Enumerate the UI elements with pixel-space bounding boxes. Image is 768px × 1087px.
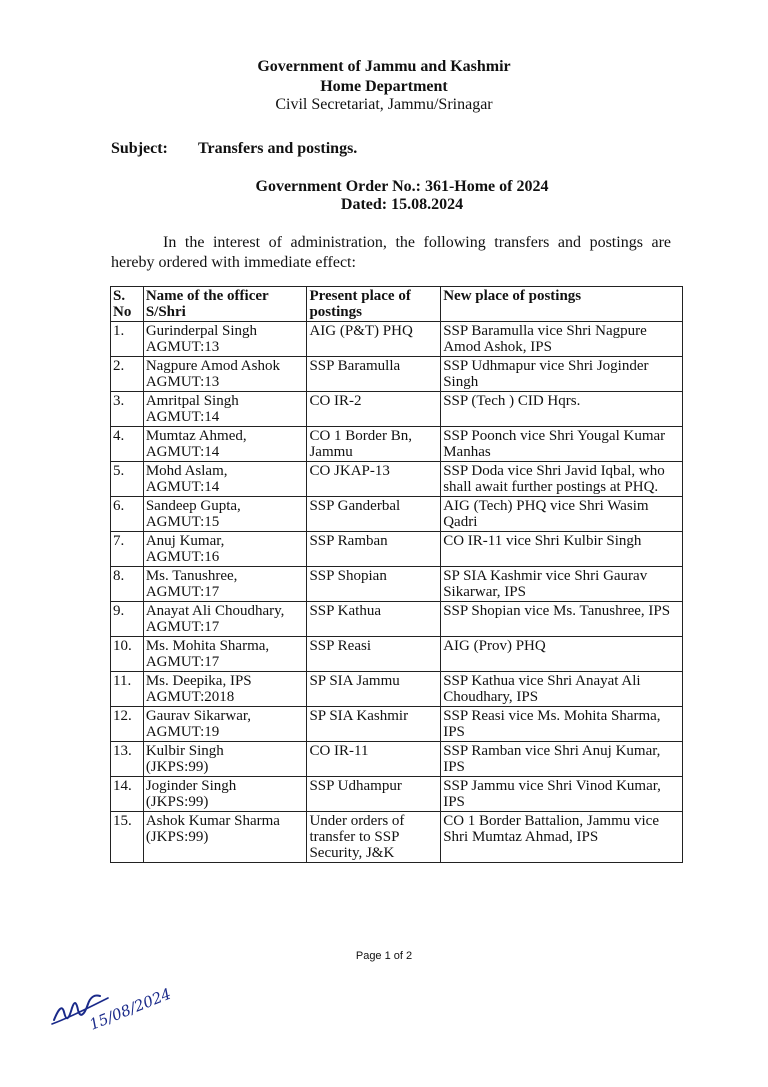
header-name: Name of the officer S/Shri [143, 287, 307, 322]
cell-sno [111, 392, 144, 427]
cell-name: Anayat Ali Choudhary, [145, 603, 285, 619]
table-row [111, 707, 683, 742]
cell-present-posting [307, 812, 441, 863]
cell-sno: 11. [113, 673, 132, 689]
cell-new-posting [441, 532, 683, 567]
cell-sno: 14. [113, 778, 132, 794]
cell-present: CO IR-2 [309, 393, 362, 409]
cell-present: SSP Udhampur [309, 778, 402, 794]
cell-officer [143, 602, 307, 637]
cell-cadre: AGMUT:19 [145, 724, 220, 740]
cell-name: Anuj Kumar, [145, 533, 225, 549]
cell-new-posting [441, 672, 683, 707]
cell-new: SSP Ramban vice Shri Anuj Kumar, IPS [443, 743, 661, 775]
cell-officer [143, 742, 307, 777]
cell-name: Ms. Deepika, IPS [145, 673, 252, 689]
cell-name: Joginder Singh [145, 778, 237, 794]
table-row [111, 532, 683, 567]
cell-new-posting [441, 637, 683, 672]
cell-sno [111, 357, 144, 392]
cell-present-posting [307, 602, 441, 637]
header-sno: S. No [111, 287, 144, 322]
cell-cadre: AGMUT:14 [145, 409, 220, 425]
cell-officer [143, 532, 307, 567]
cell-present: Under orders of transfer to SSP Security, J&K [309, 813, 405, 861]
cell-present-posting [307, 322, 441, 357]
cell-new-posting [441, 742, 683, 777]
cell-sno [111, 462, 144, 497]
cell-cadre: AGMUT:15 [145, 514, 220, 530]
table-row [111, 742, 683, 777]
table-row [111, 812, 683, 863]
cell-new-posting [441, 777, 683, 812]
cell-sno: 4. [113, 428, 125, 444]
cell-new-posting [441, 602, 683, 637]
cell-name: Mumtaz Ahmed, [145, 428, 247, 444]
cell-new-posting [441, 462, 683, 497]
cell-new-posting [441, 357, 683, 392]
subject-line [111, 140, 357, 158]
intro-paragraph: In the interest of administration, the following transfers and postings are hereby ordered with immediate effect: [111, 234, 671, 271]
cell-officer [143, 567, 307, 602]
cell-sno: 1. [113, 323, 125, 339]
cell-sno: 2. [113, 358, 125, 374]
cell-new-posting [441, 567, 683, 602]
cell-new-posting [441, 812, 683, 863]
cell-new: AIG (Prov) PHQ [443, 638, 546, 654]
cell-present: SSP Kathua [309, 603, 381, 619]
cell-cadre: AGMUT:14 [145, 479, 220, 495]
cell-present: AIG (P&T) PHQ [309, 323, 413, 339]
cell-sno [111, 707, 144, 742]
cell-present: CO 1 Border Bn, Jammu [309, 428, 412, 460]
cell-officer [143, 812, 307, 863]
transfers-table [110, 286, 683, 863]
cell-officer [143, 392, 307, 427]
table-row [111, 322, 683, 357]
cell-new: SSP Shopian vice Ms. Tanushree, IPS [443, 603, 671, 619]
table-row [111, 567, 683, 602]
cell-cadre: AGMUT:14 [145, 444, 220, 460]
header-government: Government of Jammu and Kashmir [257, 58, 511, 75]
cell-sno [111, 812, 144, 863]
table-row [111, 637, 683, 672]
cell-present: CO IR-11 [309, 743, 369, 759]
cell-cadre: (JKPS:99) [145, 759, 209, 775]
cell-officer [143, 672, 307, 707]
cell-name: Gaurav Sikarwar, [145, 708, 252, 724]
cell-present-posting [307, 672, 441, 707]
cell-sno: 15. [113, 813, 132, 829]
cell-new: SSP Kathua vice Shri Anayat Ali Choudhary, IPS [443, 673, 641, 705]
cell-name: Nagpure Amod Ashok [145, 358, 280, 374]
order-date: Dated: 15.08.2024 [340, 196, 464, 213]
cell-new: AIG (Tech) PHQ vice Shri Wasim Qadri [443, 498, 649, 530]
cell-officer [143, 357, 307, 392]
header-secretariat: Civil Secretariat, Jammu/Srinagar [275, 96, 493, 113]
cell-sno: 10. [113, 638, 132, 654]
table-row [111, 462, 683, 497]
cell-officer [143, 462, 307, 497]
cell-officer [143, 707, 307, 742]
cell-sno: 12. [113, 708, 132, 724]
cell-new-posting [441, 497, 683, 532]
cell-new: CO 1 Border Battalion, Jammu vice Shri Mumtaz Ahmad, IPS [443, 813, 659, 845]
cell-present: SP SIA Jammu [309, 673, 400, 689]
cell-new: SSP Doda vice Shri Javid Iqbal, who shall await further postings at PHQ. [443, 463, 665, 495]
cell-name: Sandeep Gupta, [145, 498, 241, 514]
cell-new: SSP Reasi vice Ms. Mohita Sharma, IPS [443, 708, 661, 740]
cell-cadre: AGMUT:16 [145, 549, 220, 565]
table-row [111, 392, 683, 427]
cell-new-posting [441, 427, 683, 462]
table-row [111, 777, 683, 812]
table-row [111, 357, 683, 392]
cell-new: SSP Jammu vice Shri Vinod Kumar, IPS [443, 778, 661, 810]
order-number: Government Order No.: 361-Home of 2024 [255, 178, 549, 195]
subject-label: Subject: [111, 140, 168, 157]
header-new: New place of postings [441, 287, 683, 322]
cell-present: SSP Shopian [309, 568, 387, 584]
cell-new-posting [441, 322, 683, 357]
table-header-row [111, 287, 683, 322]
cell-sno [111, 672, 144, 707]
cell-sno: 3. [113, 393, 125, 409]
cell-new: SP SIA Kashmir vice Shri Gaurav Sikarwar, IPS [443, 568, 648, 600]
cell-sno [111, 637, 144, 672]
cell-cadre: AGMUT:13 [145, 339, 220, 355]
cell-name: Amritpal Singh [145, 393, 239, 409]
cell-sno [111, 777, 144, 812]
cell-present-posting [307, 742, 441, 777]
cell-present-posting [307, 777, 441, 812]
subject-text: Transfers and postings. [198, 140, 358, 157]
cell-name: Mohd Aslam, [145, 463, 228, 479]
cell-officer [143, 497, 307, 532]
cell-officer [143, 637, 307, 672]
cell-present-posting [307, 707, 441, 742]
cell-present-posting [307, 427, 441, 462]
cell-sno: 13. [113, 743, 132, 759]
cell-present-posting [307, 462, 441, 497]
cell-sno [111, 427, 144, 462]
cell-name: Gurinderpal Singh [145, 323, 258, 339]
cell-name: Ms. Mohita Sharma, [145, 638, 270, 654]
table-row [111, 427, 683, 462]
cell-sno [111, 602, 144, 637]
cell-sno [111, 322, 144, 357]
cell-present-posting [307, 497, 441, 532]
cell-officer [143, 322, 307, 357]
cell-new: SSP Poonch vice Shri Yougal Kumar Manhas [443, 428, 666, 460]
cell-new-posting [441, 392, 683, 427]
table-row [111, 497, 683, 532]
cell-sno [111, 532, 144, 567]
cell-new: CO IR-11 vice Shri Kulbir Singh [443, 533, 642, 549]
header-present: Present place of postings [307, 287, 441, 322]
cell-present: SSP Reasi [309, 638, 371, 654]
cell-name: Ms. Tanushree, [145, 568, 238, 584]
cell-present-posting [307, 357, 441, 392]
cell-sno [111, 497, 144, 532]
cell-cadre: (JKPS:99) [145, 829, 209, 845]
header-department: Home Department [320, 78, 448, 95]
cell-present: SP SIA Kashmir [309, 708, 409, 724]
cell-sno: 7. [113, 533, 125, 549]
cell-cadre: AGMUT:17 [145, 619, 220, 635]
cell-present: SSP Ganderbal [309, 498, 401, 514]
cell-present-posting [307, 567, 441, 602]
table-row [111, 602, 683, 637]
page-number: Page 1 of 2 [355, 950, 413, 962]
cell-present-posting [307, 532, 441, 567]
cell-sno [111, 567, 144, 602]
cell-present: SSP Baramulla [309, 358, 401, 374]
cell-new-posting [441, 707, 683, 742]
cell-present-posting [307, 392, 441, 427]
signature-date: 15/08/2024 [86, 984, 174, 1034]
cell-sno: 6. [113, 498, 125, 514]
cell-present: CO JKAP-13 [309, 463, 390, 479]
table-row [111, 672, 683, 707]
cell-cadre: (JKPS:99) [145, 794, 209, 810]
cell-cadre: AGMUT:17 [145, 654, 220, 670]
cell-cadre: AGMUT:2018 [145, 689, 235, 705]
cell-name: Kulbir Singh [145, 743, 224, 759]
cell-cadre: AGMUT:17 [145, 584, 220, 600]
cell-officer [143, 777, 307, 812]
handwritten-signature [48, 960, 178, 1040]
cell-sno: 8. [113, 568, 125, 584]
cell-present: SSP Ramban [309, 533, 388, 549]
cell-sno: 9. [113, 603, 125, 619]
cell-cadre: AGMUT:13 [145, 374, 220, 390]
cell-officer [143, 427, 307, 462]
cell-present-posting [307, 637, 441, 672]
cell-new: SSP Baramulla vice Shri Nagpure Amod Ashok, IPS [443, 323, 647, 355]
cell-new: SSP Udhmapur vice Shri Joginder Singh [443, 358, 649, 390]
cell-new: SSP (Tech ) CID Hqrs. [443, 393, 581, 409]
cell-sno: 5. [113, 463, 125, 479]
cell-name: Ashok Kumar Sharma [145, 813, 280, 829]
cell-sno [111, 742, 144, 777]
